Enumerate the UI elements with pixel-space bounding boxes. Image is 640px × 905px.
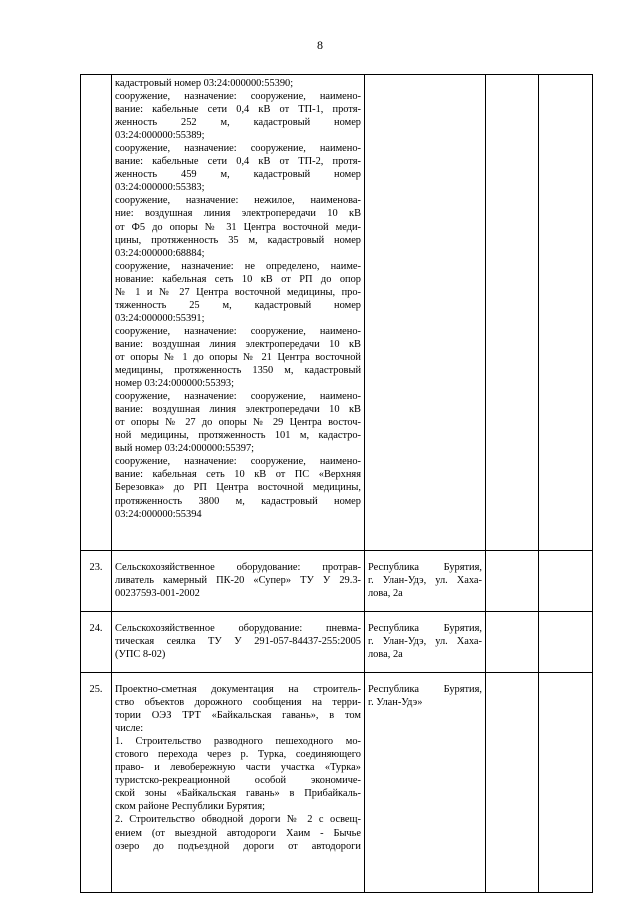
- text-line: Республика Бурятия,: [368, 562, 482, 573]
- text-line: ной медицины, протяженность 101 м, кадастро-: [115, 430, 361, 442]
- table-row: [81, 551, 593, 612]
- text-line: стового перехода через р. Турка, соединяющего: [115, 749, 361, 761]
- row-description: [112, 612, 365, 673]
- empty-cell: [486, 612, 539, 673]
- text-line: кадастровый номер 03:24:000000:55390;: [115, 78, 294, 89]
- text-line: озеро до подъездной дороги от автодороги: [115, 840, 361, 852]
- text-line: от Ф5 до опоры № 31 Центра восточной меди-: [115, 221, 361, 233]
- table-row: [81, 612, 593, 673]
- text-line: Сельскохозяйственное оборудование: протрав-: [115, 562, 361, 573]
- text-line: Республика Бурятия,: [368, 684, 482, 695]
- empty-cell: [539, 551, 593, 612]
- text-line: сооружение, назначение: сооружение, наимено-: [115, 91, 361, 103]
- text-line: вание: кабельная сеть 10 кВ от ПС «Верхняя: [115, 469, 361, 481]
- text-line: тяженность 25 м, кадастровый номер: [115, 299, 361, 311]
- text-line: от опоры № 27 до опоры № 29 Центра восточ-: [115, 417, 361, 429]
- row-number: [81, 75, 112, 551]
- text-line: 03:24:000000:68884;: [115, 247, 205, 259]
- text-line: ской зоны «Байкальская гавань» в Прибайкаль-: [115, 788, 361, 800]
- text-line: тории ОЭЗ ТРТ «Байкальская гавань», в том: [115, 710, 361, 722]
- text-line: лова, 2а: [368, 588, 403, 600]
- text-line: 03:24:000000:55383;: [115, 182, 205, 194]
- text-line: Проектно-сметная документация на строитель-: [115, 684, 361, 695]
- row-description: [112, 673, 365, 893]
- empty-cell: [486, 673, 539, 893]
- empty-cell: [539, 673, 593, 893]
- text-line: вание: кабельные сети 0,4 кВ от ТП-1, протя-: [115, 104, 361, 116]
- text-line: ливатель камерный ПК-20 «Супер» ТУ У 29.3-: [115, 575, 361, 587]
- row-description: [112, 551, 365, 612]
- text-line: номер 03:24:000000:55393;: [115, 378, 235, 390]
- text-line: вый номер 03:24:000000:55397;: [115, 443, 255, 455]
- text-line: вание: воздушная линия электропередачи 10 кВ: [115, 404, 361, 416]
- row-address: [365, 551, 486, 612]
- text-line: медицины, протяженность 1350 м, кадастровый: [115, 365, 361, 377]
- row-address: [365, 75, 486, 551]
- empty-cell: [486, 551, 539, 612]
- property-table: [80, 74, 593, 893]
- row-description: [112, 75, 365, 551]
- empty-cell: [486, 75, 539, 551]
- text-line: 03:24:000000:55394: [115, 508, 202, 520]
- text-line: сооружение, назначение: сооружение, наимено-: [115, 456, 361, 468]
- row-number: 23.: [81, 551, 112, 612]
- text-line: сооружение, назначение: сооружение, наимено-: [115, 325, 361, 337]
- row-address: [365, 673, 486, 893]
- text-line: сооружение, назначение: не определено, наиме-: [115, 260, 361, 272]
- text-line: сооружение, назначение: сооружение, наимено-: [115, 143, 361, 155]
- table-row: [81, 673, 593, 893]
- text-line: сооружение, назначение: нежилое, наименова-: [115, 195, 361, 207]
- table-row: [81, 75, 593, 551]
- text-line: вание: кабельные сети 0,4 кВ от ТП-2, протя-: [115, 156, 361, 168]
- text-line: 03:24:000000:55389;: [115, 130, 205, 142]
- text-line: тическая сеялка ТУ У 291-057-84437-255:2005: [115, 636, 361, 648]
- text-line: от опоры № 1 до опоры № 21 Центра восточной: [115, 351, 361, 363]
- text-line: 00237593-001-2002: [115, 588, 200, 600]
- text-line: цины, протяженность 35 м, кадастровый номер: [115, 234, 361, 246]
- text-line: ском районе Республики Бурятия;: [115, 801, 266, 813]
- text-line: сооружение, назначение: сооружение, наимено-: [115, 391, 361, 403]
- text-line: вание: воздушная линия электропередачи 10 кВ: [115, 338, 361, 350]
- text-line: 03:24:000000:55391;: [115, 312, 205, 324]
- text-line: протяженность 3800 м, кадастровый номер: [115, 495, 361, 507]
- text-line: ние: воздушная линия электропередачи 10 кВ: [115, 208, 361, 220]
- text-line: женность 459 м, кадастровый номер: [115, 169, 361, 181]
- text-line: Березовка» до РП Центра восточной медицины,: [115, 482, 361, 494]
- text-line: туристско-рекреационной особой экономиче-: [115, 775, 361, 787]
- text-line: Республика Бурятия,: [368, 623, 482, 634]
- text-line: нование: кабельная сеть 10 кВ от РП до опор: [115, 273, 361, 285]
- row-number: 24.: [81, 612, 112, 673]
- text-line: г. Улан-Удэ, ул. Хаха-: [368, 636, 482, 648]
- empty-cell: [539, 612, 593, 673]
- empty-cell: [539, 75, 593, 551]
- text-line: № 1 и № 27 Центра восточной медицины, про-: [115, 286, 361, 298]
- page-number: 8: [317, 38, 323, 52]
- text-line: право- и левобережную части участка «Турка»: [115, 762, 361, 774]
- text-line: (УПС 8-02): [115, 649, 166, 661]
- text-line: лова, 2а: [368, 649, 403, 661]
- text-line: 1. Строительство разводного пешеходного мо-: [115, 736, 361, 748]
- text-line: ство объектов дорожного сообщения на терри-: [115, 697, 361, 709]
- text-line: 2. Строительство обводной дороги № 2 с освещ-: [115, 814, 361, 826]
- text-line: числе:: [115, 723, 144, 735]
- text-line: Сельскохозяйственное оборудование: пневма-: [115, 623, 361, 634]
- row-address: [365, 612, 486, 673]
- row-number: 25.: [81, 673, 112, 893]
- text-line: ением (от выездной автодороги Хаим - Бычье: [115, 827, 361, 839]
- text-line: г. Улан-Удэ»: [368, 697, 423, 709]
- text-line: женность 252 м, кадастровый номер: [115, 117, 361, 129]
- text-line: г. Улан-Удэ, ул. Хаха-: [368, 575, 482, 587]
